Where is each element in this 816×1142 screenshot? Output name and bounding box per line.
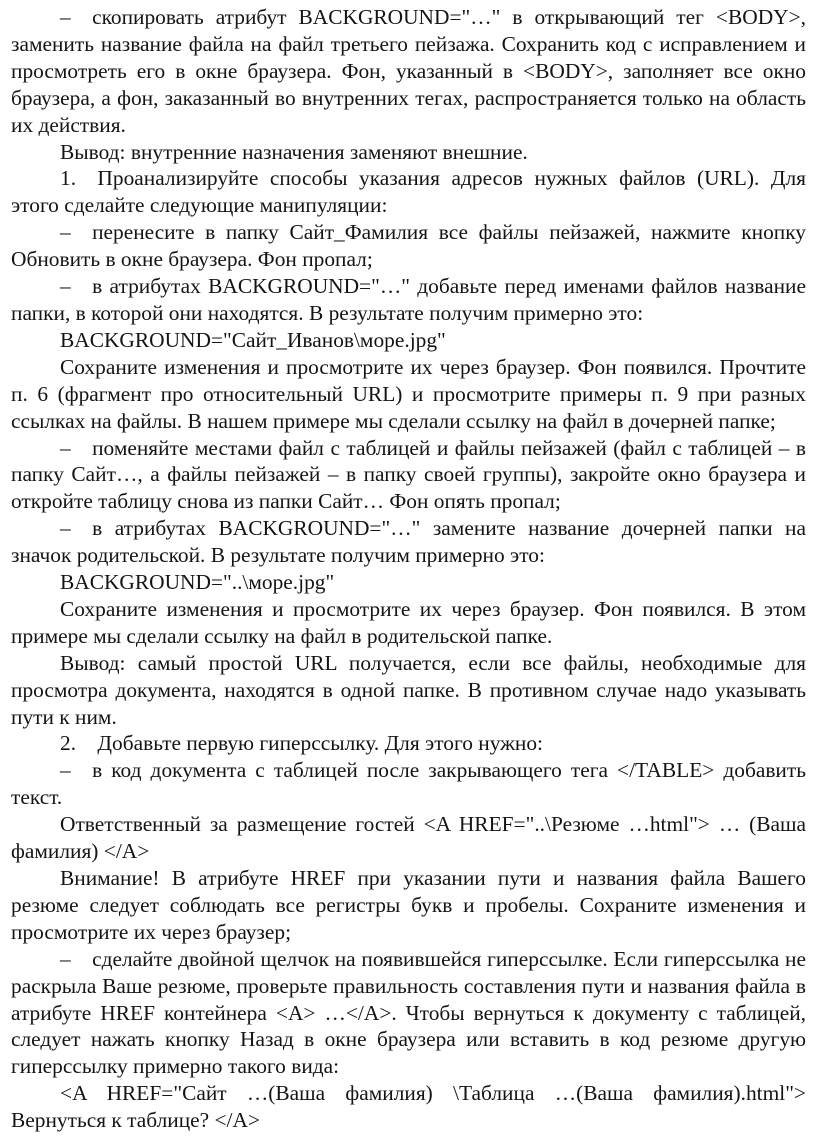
code-example-child-folder: BACKGROUND="Сайт_Иванов\море.jpg" — [60, 327, 446, 352]
paragraph-conclusion-simple-url: Вывод: самый простой URL получается, если все файлы, необходимые для просмотра документа, находятся в одной папке. В противном случае надо указывать пути к ним. — [11, 650, 806, 729]
code-example-parent-folder: BACKGROUND="..\море.jpg" — [60, 570, 335, 595]
paragraph-save-and-view-child: Сохраните изменения и просмотрите их через браузер. Фон появился. Прочтите п. 6 (фрагмент про относительный URL) и просмотрите примеры п. 9 при разных ссылках на файлы. В нашем примере мы сделали ссылку на файл в дочерней папке; — [11, 354, 806, 433]
paragraph-step-2-first-hyperlink: 2. Добавьте первую гиперссылку. Для этого нужно: — [60, 731, 543, 756]
paragraph-conclusion-inner-overrides: Вывод: внутренние назначения заменяют внешние. — [60, 139, 528, 164]
code-example-back-link: <A HREF="Сайт …(Ваша фамилия) \Таблица …(Ваша фамилия).html"> Вернуться к таблице? </A> — [11, 1081, 806, 1133]
paragraph-copy-background-step: – скопировать атрибут BACKGROUND="…" в открывающий тег <BODY>, заменить название файла на файл третьего пейзажа. Сохранить код с исправлением и просмотреть его в окне браузера. Фон, указанный в <BODY>, заполняет все окно браузера, а фон, заказанный во внутренних тегах, распространяется только на область их действия. — [11, 5, 806, 137]
paragraph-attention-href: Внимание! В атрибуте HREF при указании пути и названия файла Вашего резюме следует соблюдать все регистры букв и пробелы. Сохраните изменения и просмотрите их через браузер; — [11, 866, 806, 944]
paragraph-swap-files: – поменяйте местами файл с таблицей и файлы пейзажей (файл с таблицей – в папку Сайт…, а файлы пейзажей – в папку своей группы), закройте окно браузера и откройте таблицу снова из папки Сайт… Фон опять пропал; — [11, 435, 806, 514]
paragraph-save-and-view-parent: Сохраните изменения и просмотрите их через браузер. Фон появился. В этом примере мы сделали ссылку на файл в родительской папке. — [11, 596, 806, 648]
paragraph-move-landscapes: – перенесите в папку Сайт_Фамилия все файлы пейзажей, нажмите кнопку Обновить в окне браузера. Фон пропал; — [11, 220, 806, 272]
paragraph-parent-folder-sign: – в атрибутах BACKGROUND="…" замените название дочерней папки на значок родительской. В результате получим примерно это: — [11, 516, 806, 568]
paragraph-step-1-analyze-url: 1. Проанализируйте способы указания адресов нужных файлов (URL). Для этого сделайте следующие манипуляции: — [11, 166, 806, 218]
paragraph-add-text-after-table: – в код документа с таблицей после закрывающего тега </TABLE> добавить текст. — [11, 758, 806, 810]
paragraph-add-folder-name: – в атрибутах BACKGROUND="…" добавьте перед именами файлов название папки, в которой они находятся. В результате получим примерно это: — [11, 274, 806, 325]
paragraph-double-click-link: – сделайте двойной щелчок на появившейся гиперссылке. Если гиперссылка не раскрыла Ваше резюме, проверьте правильность составления пути и названия файла в атрибуте HREF контейнера <A> …</A>. Чтобы вернуться к документу с таблицей, следует нажать кнопку Назад в окне браузера или вставить в код резюме другую гиперссылку примерно такого вида: — [11, 946, 806, 1079]
code-example-resume-link: Ответственный за размещение гостей <A HREF="..\Резюме …html"> … (Ваша фамилия) </A> — [11, 812, 806, 864]
